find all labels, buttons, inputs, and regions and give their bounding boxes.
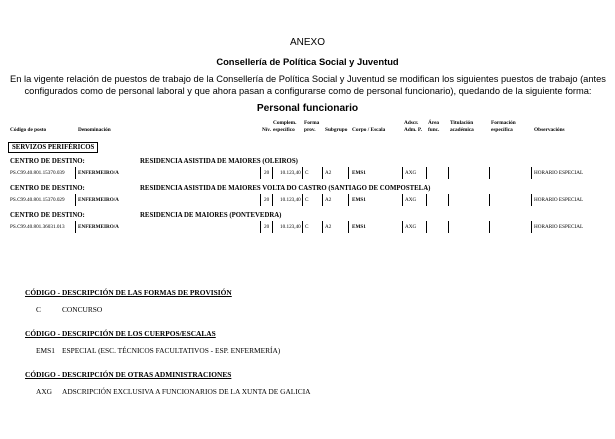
cell-nivel: 20	[264, 224, 270, 230]
cell-corpo: EMS1	[352, 170, 366, 176]
header-forma-1: Forma	[304, 120, 320, 126]
separator	[531, 221, 532, 233]
legend-code: AXG	[36, 387, 53, 396]
centro-name: RESIDENCIA ASISTIDA DE MAIORES (OLEIROS)	[140, 158, 298, 165]
separator	[75, 221, 76, 233]
cell-adscr: AXG	[405, 197, 417, 203]
cell-denominacion: ENFERMEIRO/A	[78, 197, 119, 203]
legend-code: C	[36, 305, 41, 314]
cell-codigo: PS.C99.40.801.15370.029	[10, 197, 65, 203]
centro-label: CENTRO DE DESTINO:	[10, 212, 85, 219]
separator	[260, 194, 261, 206]
header-forma-2: prov.	[304, 127, 316, 133]
cell-complemento: 10.123,40	[280, 224, 301, 230]
cell-forma: C	[305, 197, 309, 203]
cell-denominacion: ENFERMEIRO/A	[78, 224, 119, 230]
separator	[302, 167, 303, 179]
separator	[402, 221, 403, 233]
separator	[260, 167, 261, 179]
header-corpo: Corpo / Escala	[352, 127, 386, 133]
separator	[531, 167, 532, 179]
centro-label: CENTRO DE DESTINO:	[10, 158, 85, 165]
centro-name: RESIDENCIA ASISTIDA DE MAIORES VOLTA DO CASTRO (SANTIAGO DE COMPOSTELA)	[140, 185, 431, 192]
separator	[260, 221, 261, 233]
header-formacion-2: específica	[491, 127, 513, 133]
separator	[272, 194, 273, 206]
separator	[489, 194, 490, 206]
cell-forma: C	[305, 170, 309, 176]
separator	[302, 194, 303, 206]
cell-nivel: 20	[264, 197, 270, 203]
annex-title: ANEXO	[289, 37, 325, 48]
separator	[448, 221, 449, 233]
cell-codigo: PS.C99.40.801.36031.013	[10, 224, 65, 230]
cell-observaciones: HORARIO ESPECIAL	[534, 170, 584, 176]
services-label: SERVIZOS PERIFÉRICOS	[8, 142, 98, 153]
separator	[448, 194, 449, 206]
cell-observaciones: HORARIO ESPECIAL	[534, 197, 584, 203]
separator	[348, 221, 349, 233]
cell-forma: C	[305, 224, 309, 230]
intro-paragraph: En la vigente relación de puestos de trabajo de la Consellería de Política Social y Juventud se modifican los siguientes puestos de trabajo (antes configurados como de personal laboral y que ahora pasan a configurarse como de personal funcionario), quedando de la siguiente forma:	[10, 74, 606, 96]
centro-name: RESIDENCIA DE MAIORES (PONTEVEDRA)	[140, 212, 282, 219]
header-subgrupo: Subgrupo	[325, 127, 348, 133]
header-adscr-1: Adscr.	[404, 120, 419, 126]
separator	[402, 194, 403, 206]
separator	[402, 167, 403, 179]
separator	[272, 167, 273, 179]
cell-nivel: 20	[264, 170, 270, 176]
legend-description: ESPECIAL (ESC. TÉCNICOS FACULTATIVOS - ESP. ENFERMERÍA)	[62, 346, 281, 355]
separator	[531, 194, 532, 206]
cell-corpo: EMS1	[352, 197, 366, 203]
legend-description: CONCURSO	[62, 305, 103, 314]
separator	[426, 194, 427, 206]
header-titulacion-1: Titulación	[450, 120, 474, 126]
cell-complemento: 10.123,40	[280, 197, 301, 203]
separator	[426, 167, 427, 179]
separator	[302, 221, 303, 233]
separator	[322, 194, 323, 206]
cell-denominacion: ENFERMEIRO/A	[78, 170, 119, 176]
section-title: Personal funcionario	[256, 103, 359, 114]
header-titulacion-2: académica	[450, 127, 474, 133]
separator	[75, 167, 76, 179]
cell-adscr: AXG	[405, 224, 417, 230]
header-observaciones: Observacións	[534, 127, 565, 133]
header-complemento-2: específico	[273, 127, 295, 133]
separator	[75, 194, 76, 206]
separator	[322, 167, 323, 179]
separator	[322, 221, 323, 233]
separator	[448, 167, 449, 179]
legend-title: CÓDIGO - DESCRIPCIÓN DE LOS CUERPOS/ESCALAS	[25, 329, 216, 338]
department-title: Consellería de Política Social y Juventud	[216, 56, 399, 67]
cell-codigo: PS.C99.40.801.15370.039	[10, 170, 65, 176]
header-codigo: Código de posto	[10, 127, 47, 133]
header-adscr-2: Adm. P.	[404, 127, 422, 133]
legend-title: CÓDIGO - DESCRIPCIÓN DE OTRAS ADMINISTRACIONES	[25, 370, 232, 379]
header-complemento-1: Complem.	[273, 120, 297, 126]
separator	[348, 167, 349, 179]
centro-label: CENTRO DE DESTINO:	[10, 185, 85, 192]
legend-title: CÓDIGO - DESCRIPCIÓN DE LAS FORMAS DE PROVISIÓN	[25, 288, 232, 297]
cell-subgrupo: A2	[325, 224, 332, 230]
cell-subgrupo: A2	[325, 197, 332, 203]
header-denominacion: Denominación	[78, 127, 111, 133]
separator	[489, 221, 490, 233]
header-nivel: Nív.	[262, 127, 271, 133]
header-area-2: func.	[428, 127, 440, 133]
legend-description: ADSCRIPCIÓN EXCLUSIVA A FUNCIONARIOS DE LA XUNTA DE GALICIA	[62, 387, 311, 396]
cell-adscr: AXG	[405, 170, 417, 176]
separator	[426, 221, 427, 233]
header-area-1: Área	[428, 120, 440, 126]
cell-observaciones: HORARIO ESPECIAL	[534, 224, 584, 230]
cell-subgrupo: A2	[325, 170, 332, 176]
cell-complemento: 10.123,40	[280, 170, 301, 176]
legend-code: EMS1	[36, 346, 55, 355]
header-formacion-1: Formación	[491, 120, 516, 126]
cell-corpo: EMS1	[352, 224, 366, 230]
separator	[489, 167, 490, 179]
separator	[272, 221, 273, 233]
separator	[348, 194, 349, 206]
